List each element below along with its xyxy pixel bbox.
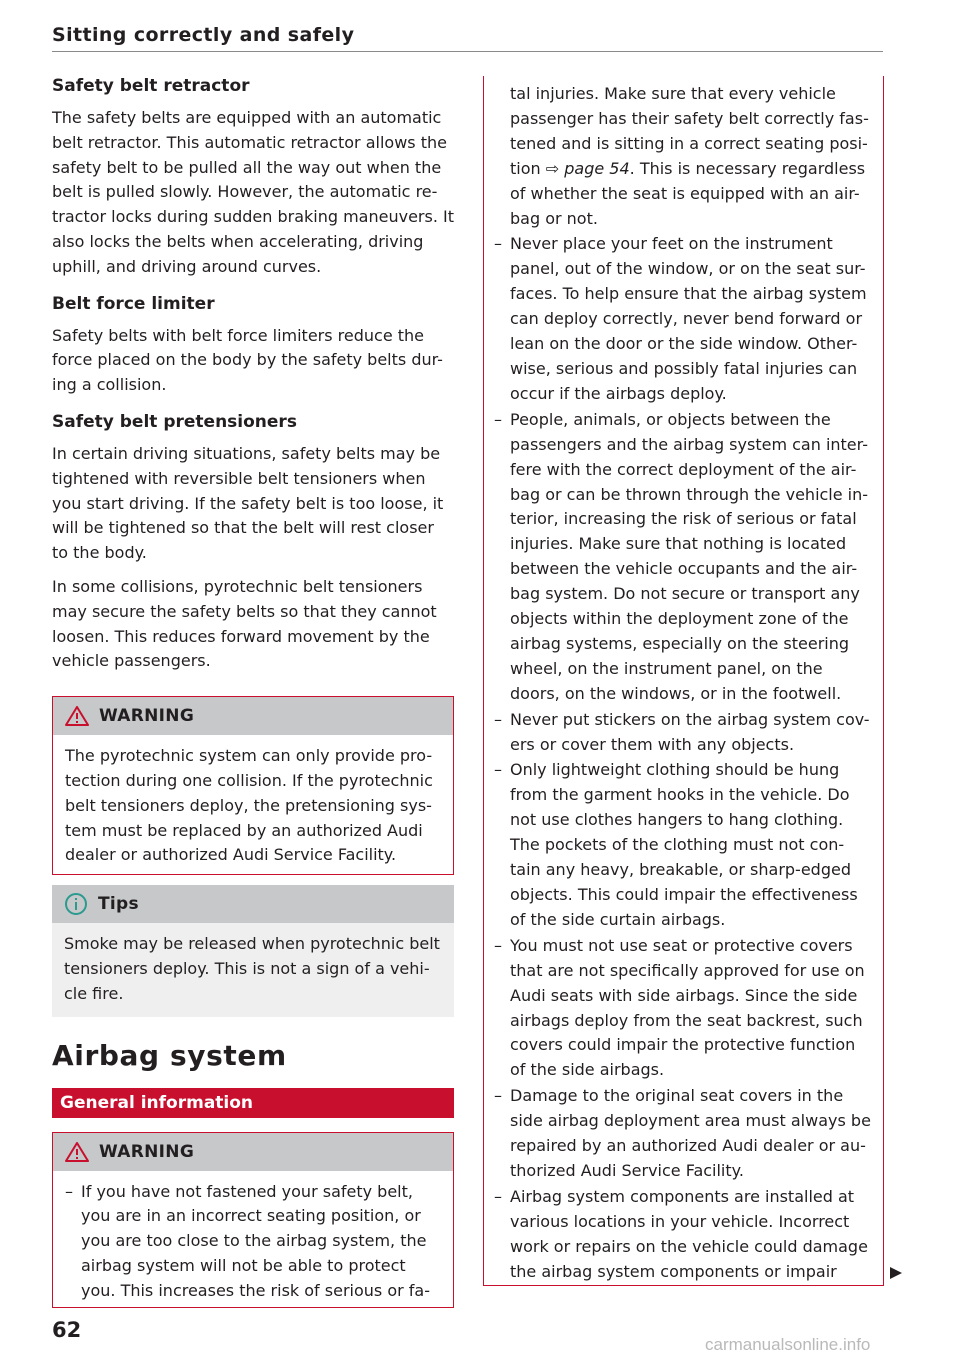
list-item: – Airbag system components are installed at various locations in your vehicle. Incorrect work or repairs on the vehicle could damage the airbag system components or impair — [494, 1185, 871, 1285]
list-item: – You must not use seat or protective covers that are not specifically approved for use on Audi seats with side airbags. Since the side airbags deploy from the seat backrest, such covers could impair the protective function of the side airbags. — [494, 934, 871, 1083]
warning-box-pyrotechnic — [52, 696, 454, 875]
tips-text: Smoke may be released when pyrotechnic belt tensioners deploy. This is not a sign of a vehi-cle fire. — [64, 934, 440, 1003]
section-title-airbag-system: Airbag system — [52, 1038, 287, 1072]
right-column — [483, 76, 884, 1286]
tips-box — [52, 885, 454, 1016]
watermark: carmanualsonline.info — [705, 1335, 871, 1354]
warning-list — [65, 1180, 441, 1305]
paragraph-force-limiter: Safety belts with belt force limiters reduce the force placed on the body by the safety belts dur-ing a collision. — [52, 325, 443, 395]
warning-continuation-box — [483, 76, 884, 1286]
heading-safety-belt-retractor: Safety belt retractor — [52, 76, 250, 96]
warning-triangle-icon — [65, 706, 89, 726]
warning-header — [53, 697, 453, 735]
warning-label: WARNING — [99, 706, 195, 727]
paragraph-pretensioners-2: In some collisions, pyrotechnic belt tensioners may secure the safety belts so that they cannot loosen. This reduces forward movement by the vehicle passengers. — [52, 576, 437, 671]
page-number: 62 — [52, 1318, 82, 1342]
continue-arrow-icon — [889, 1266, 903, 1280]
warning-text: The pyrotechnic system can only provide pro-tection during one collision. If the pyrotechnic belt tensioners deploy, the pretensioning sys-tem must be replaced by an authorized Audi dealer or authorized Audi Service Facility. — [65, 746, 433, 865]
warning-list-continued — [494, 232, 871, 1284]
paragraph-pretensioners-1: In certain driving situations, safety belts may be tightened with reversible belt tensioners when you start driving. If the safety belt is too loose, it will be tightened so that the belt will rest closer to the body. — [52, 443, 444, 563]
heading-pretensioners: Safety belt pretensioners — [52, 411, 297, 432]
list-item: – Never put stickers on the airbag system cov-ers or cover them with any objects. — [494, 708, 871, 758]
list-item-continuation: tal injuries. Make sure that every vehicle passenger has their safety belt correctly fas-tened and is sitting in a correct seating posi-tion ⇨ page 54. This is necessary regardless of whether the seat is equipped with an air-bag or not. — [510, 84, 869, 228]
list-item: – Only lightweight clothing should be hung from the garment hooks in the vehicle. Do not use clothes hangers to hang clothing. The pockets of the clothing must not con-tain any heavy, breakable, or sharp-edged objects. This could impair the effectiveness of the side curtain airbags. — [494, 758, 871, 932]
warning-triangle-icon — [65, 1142, 89, 1162]
left-column — [52, 74, 454, 1308]
warning-label: WARNING — [99, 1141, 195, 1162]
warning-header — [53, 1133, 453, 1171]
subsection-general-information: General information — [52, 1088, 454, 1118]
list-item: – If you have not fastened your safety belt, you are in an incorrect seating position, or you are too close to the airbag system, the airbag system will not be able to protect you. This increases the risk of serious or fa- — [65, 1180, 441, 1305]
info-icon — [64, 892, 88, 916]
header-divider — [52, 51, 883, 52]
warning-box-airbag — [52, 1132, 454, 1309]
paragraph-retractor: The safety belts are equipped with an automatic belt retractor. This automatic retractor allows the safety belt to be pulled all the way out when the belt is pulled slowly. However, the automatic re-tractor locks during sudden braking maneuvers. It also locks the belts when accelerating, driving uphill, and driving around curves. — [52, 108, 454, 276]
tips-label: Tips — [98, 894, 139, 915]
page-reference-link[interactable]: ⇨ page 54 — [545, 158, 630, 178]
list-item: – People, animals, or objects between the passengers and the airbag system can inter-fere with the correct deployment of the air-bag or can be thrown through the vehicle in-terior, increasing the risk of serious or fatal injuries. Make sure that nothing is located between the vehicle occupants and the air-bag system. Do not secure or transport any objects within the deployment zone of the airbag systems, especially on the steering wheel, on the instrument panel, on the doors, on the windows, or in the footwell. — [494, 408, 871, 707]
list-item: – Never place your feet on the instrument panel, out of the window, or on the seat sur-faces. To help ensure that the airbag system can deploy correctly, never bend forward or lean on the door or the side window. Other-wise, serious and possibly fatal injuries can occur if the airbags deploy. — [494, 232, 871, 406]
heading-belt-force-limiter: Belt force limiter — [52, 293, 215, 314]
tips-header — [52, 885, 454, 923]
page-header-title: Sitting correctly and safely — [52, 24, 355, 46]
list-item: – Damage to the original seat covers in the side airbag deployment area must always be repaired by an authorized Audi dealer or au-thorized Audi Service Facility. — [494, 1084, 871, 1184]
